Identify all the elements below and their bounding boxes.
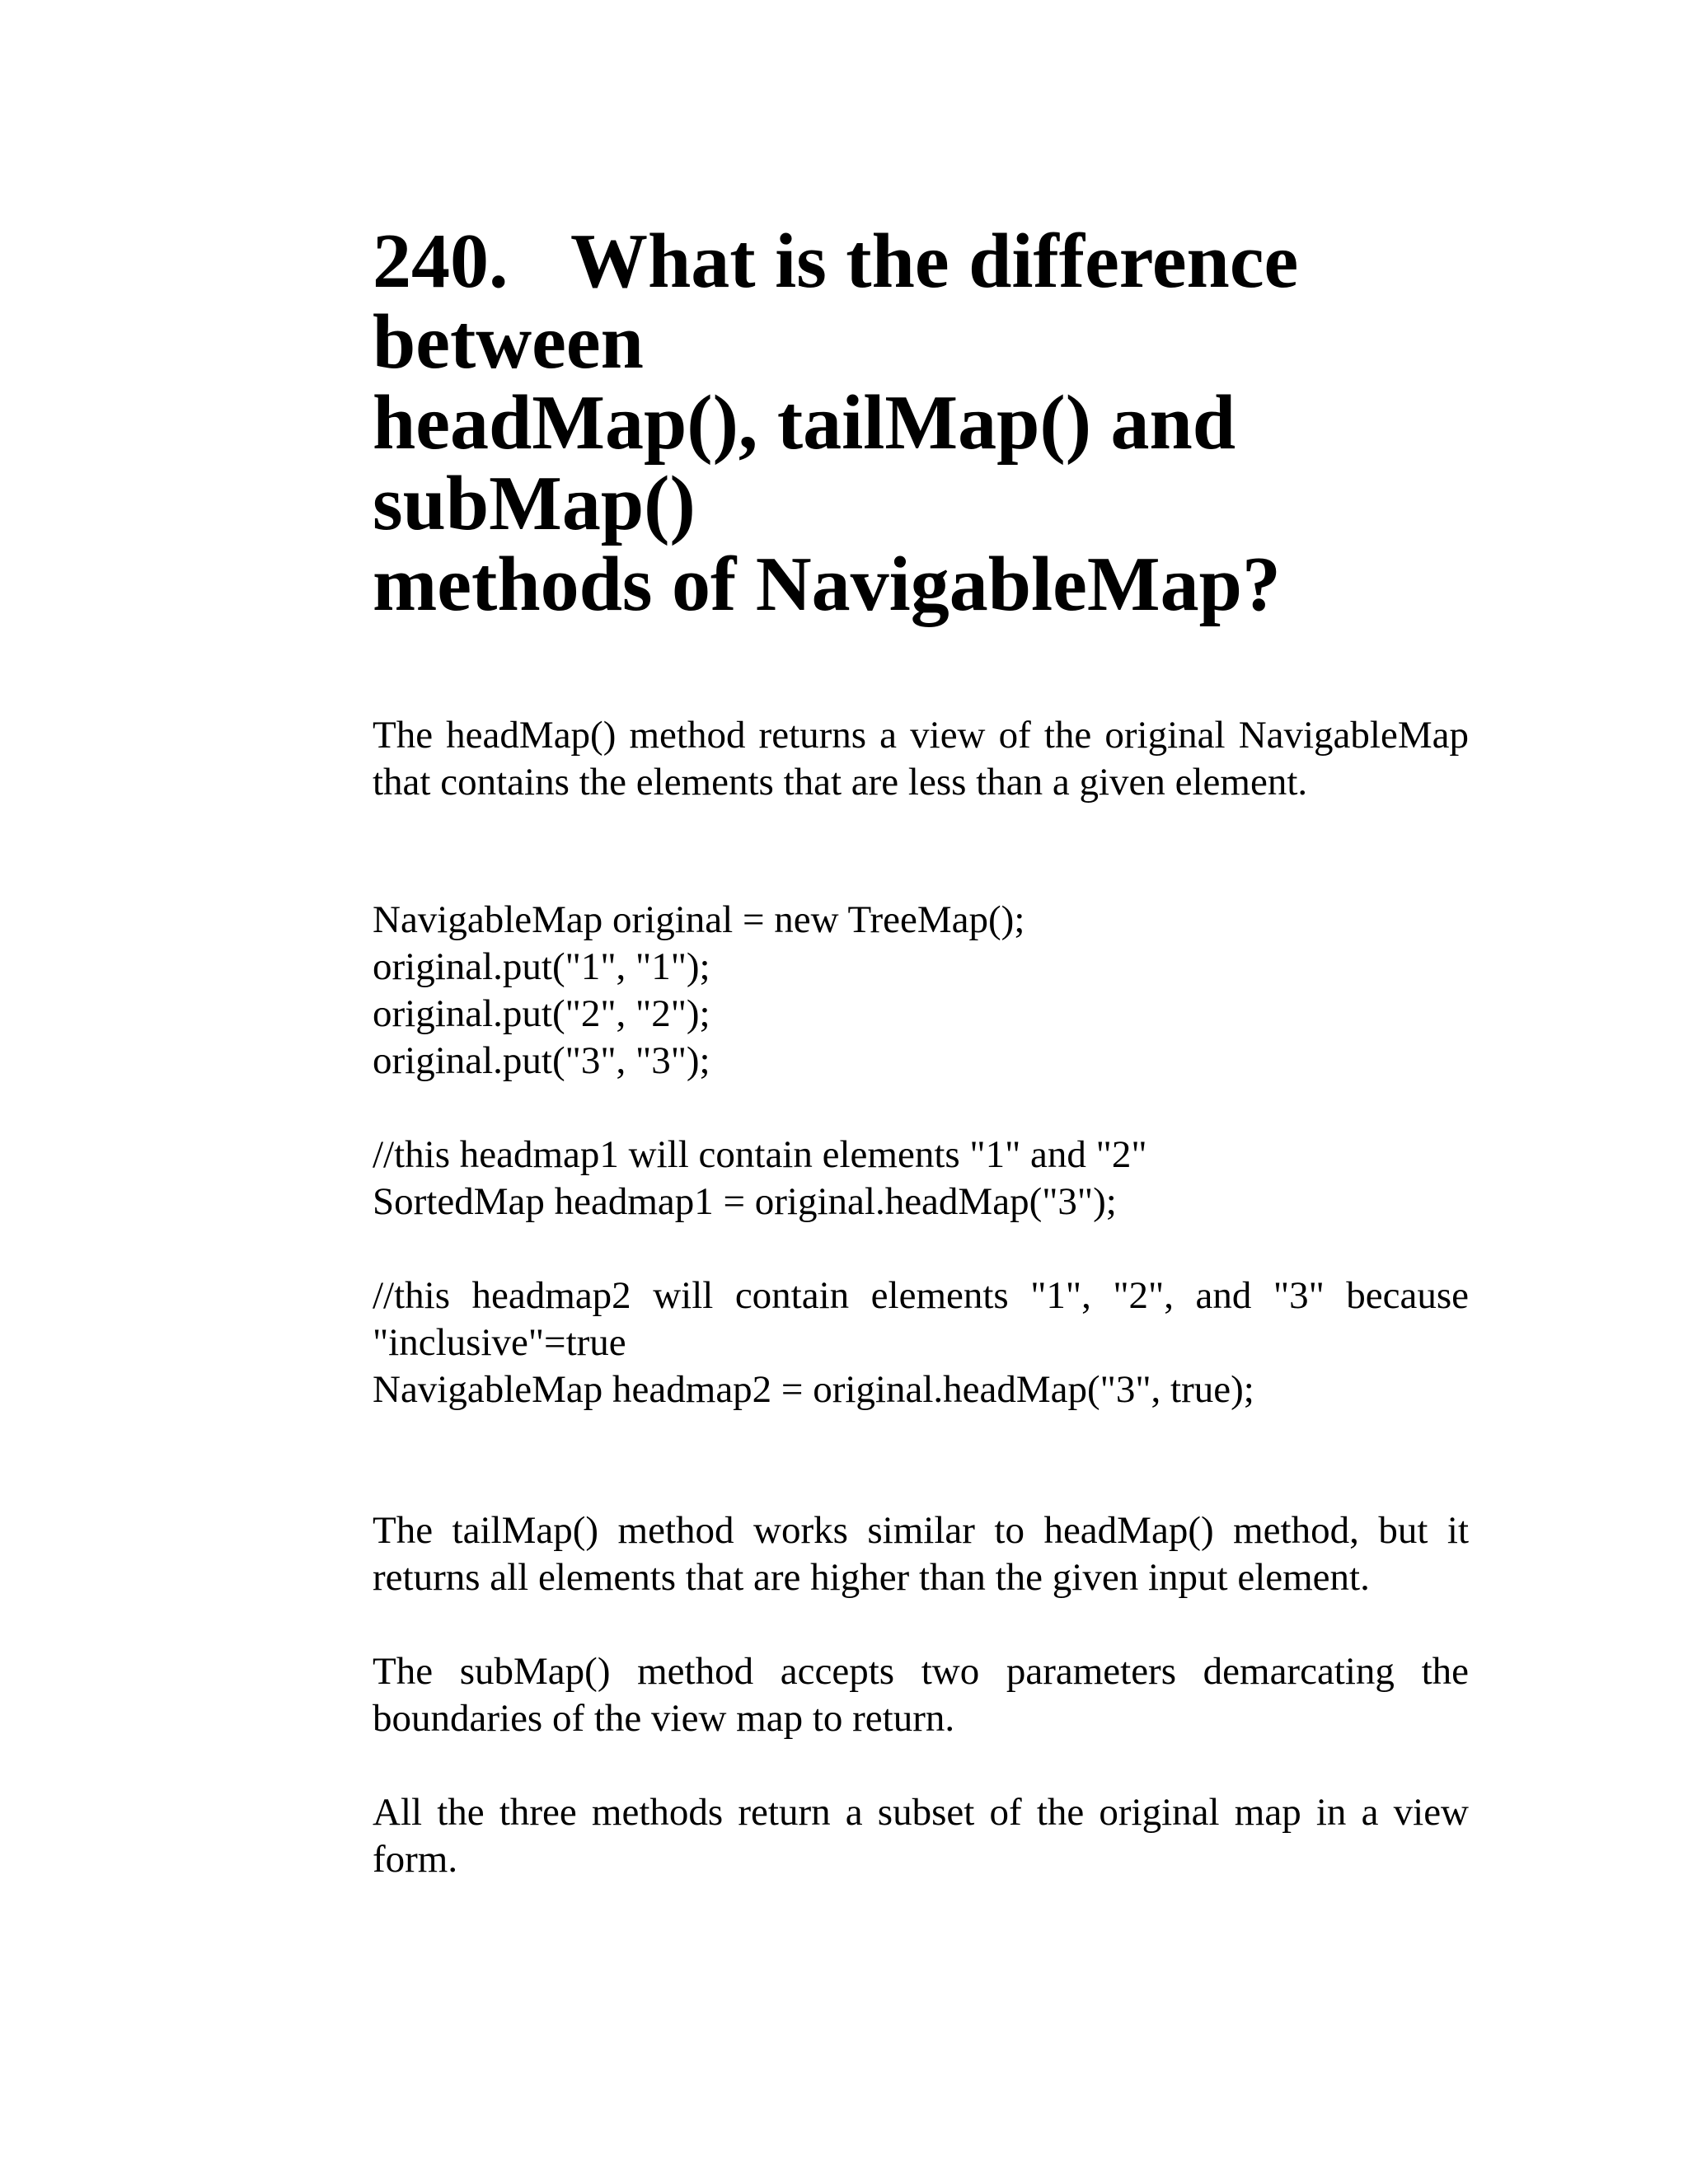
page-content	[373, 218, 1469, 1883]
code-comment-continued: "inclusive"=true	[373, 1321, 626, 1364]
question-number: 240.	[373, 218, 509, 304]
question-title-line-2: headMap(), tailMap() and subMap()	[373, 380, 1236, 546]
intro-paragraph: The headMap() method returns a view of the original NavigableMap that contains the elements that are less than a given element.	[373, 714, 1469, 804]
code-line: NavigableMap headmap2 = original.headMap("3", true);	[373, 1368, 1254, 1411]
code-line: original.put("3", "3");	[373, 1039, 710, 1082]
code-block-1	[373, 897, 1469, 1085]
summary-paragraph: All the three methods return a subset of the original map in a view form.	[373, 1791, 1469, 1881]
submap-paragraph: The subMap() method accepts two parameters demarcating the boundaries of the view map to return.	[373, 1650, 1469, 1740]
code-block-2	[373, 1132, 1469, 1226]
code-comment: //this headmap1 will contain elements "1" and "2"	[373, 1133, 1147, 1176]
question-title-line-1: What is the difference between	[373, 218, 1299, 385]
question-heading	[373, 218, 1477, 627]
code-line: SortedMap headmap1 = original.headMap("3");	[373, 1180, 1117, 1223]
question-title-line-3: methods of NavigableMap?	[373, 541, 1281, 627]
code-line: NavigableMap original = new TreeMap();	[373, 898, 1025, 941]
tailmap-paragraph: The tailMap() method works similar to headMap() method, but it returns all elements that are higher than the given input element.	[373, 1509, 1469, 1599]
code-line: original.put("1", "1");	[373, 945, 710, 988]
code-comment: //this headmap2 will contain elements "1", "2", and "3" because	[373, 1274, 1469, 1317]
code-line: original.put("2", "2");	[373, 992, 710, 1035]
code-block-3	[373, 1272, 1469, 1413]
